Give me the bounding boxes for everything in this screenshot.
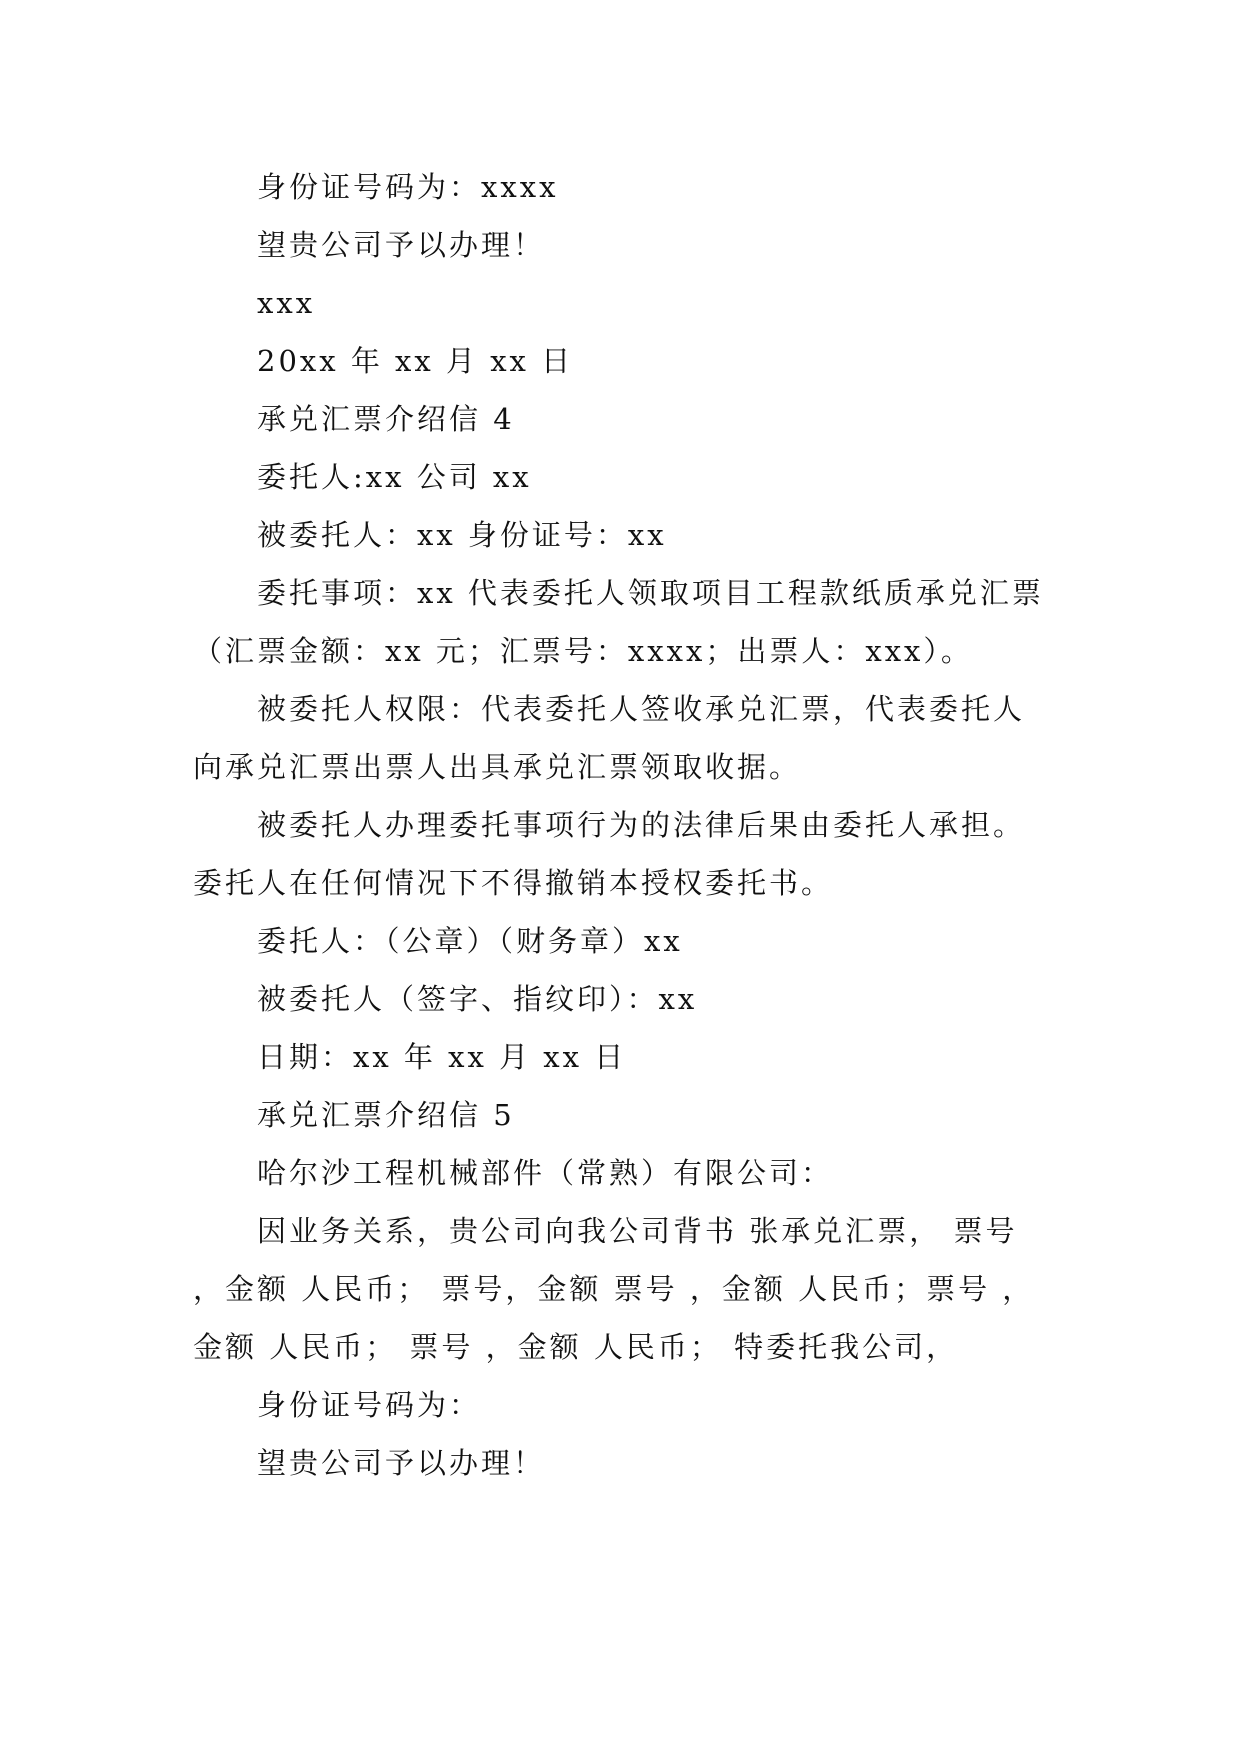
paragraph-agent: 被委托人：xx 身份证号：xx [257, 518, 667, 552]
paragraph-legal-consequence: 被委托人办理委托事项行为的法律后果由委托人承担。委托人在任何情况下不得撤销本授权委托书。 [193, 808, 1026, 900]
paragraph-addressee: 哈尔沙工程机械部件（常熟）有限公司： [257, 1156, 834, 1190]
paragraph-agent-signature: 被委托人（签字、指纹印）：xx [257, 982, 698, 1016]
paragraph-id-number: 身份证号码为：xxxx [257, 170, 559, 204]
paragraph-date: 20xx 年 xx 月 xx 日 [257, 344, 574, 378]
section-title-5: 承兑汇票介绍信 5 [257, 1098, 515, 1132]
paragraph-date-2: 日期：xx 年 xx 月 xx 日 [257, 1040, 627, 1074]
paragraph-agent-authority: 被委托人权限：代表委托人签收承兑汇票，代表委托人向承兑汇票出票人出具承兑汇票领取收据。 [193, 692, 1026, 784]
paragraph-signature: xxx [257, 286, 316, 320]
paragraph-business-relation: 因业务关系，贵公司向我公司背书 张承兑汇票， 票号 ，金额 人民币； 票号，金额 票号 ，金额 人民币；票号 ，金额 人民币； 票号 ，金额 人民币； 特委托我公司， [193, 1214, 1035, 1364]
paragraph-principal: 委托人:xx 公司 xx [257, 460, 532, 494]
document-body [193, 158, 1053, 1492]
paragraph-entrusted-matter: 委托事项：xx 代表委托人领取项目工程款纸质承兑汇票（汇票金额：xx 元；汇票号：xxxx；出票人：xxx）。 [193, 576, 1044, 668]
paragraph-request-2: 望贵公司予以办理！ [257, 1446, 546, 1480]
section-title-4: 承兑汇票介绍信 4 [257, 402, 515, 436]
paragraph-id-number-2: 身份证号码为： [257, 1388, 482, 1422]
paragraph-principal-seal: 委托人：（公章）（财务章）xx [257, 924, 683, 958]
paragraph-request: 望贵公司予以办理！ [257, 228, 546, 262]
